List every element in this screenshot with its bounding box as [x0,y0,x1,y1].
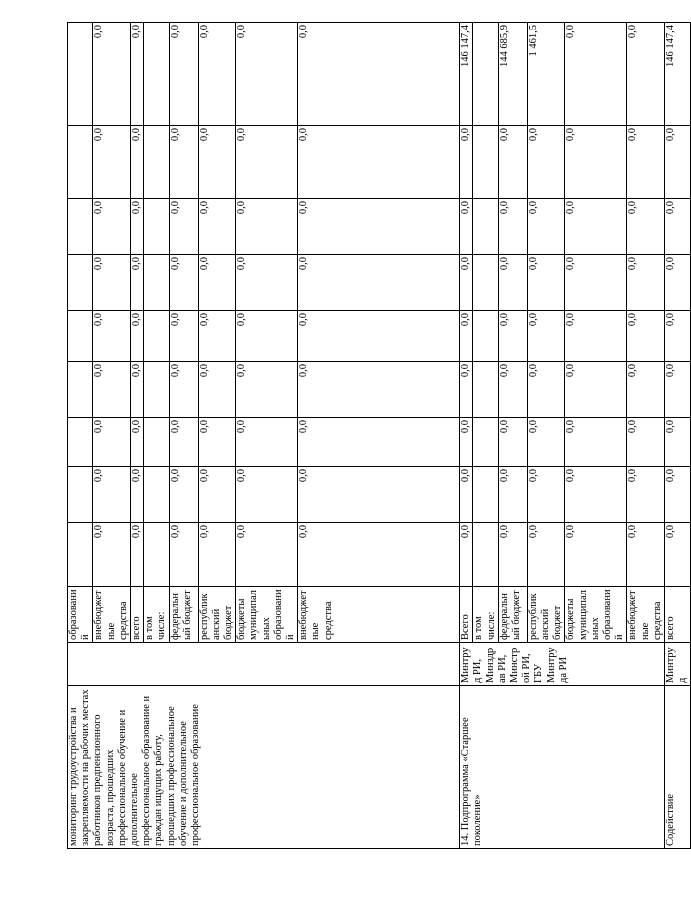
value-cell: 0,0 [498,126,527,199]
value-cell: 0,0 [498,255,527,311]
value-cell [473,199,498,255]
value-cell: 0,0 [236,362,298,418]
value-cell: 0,0 [169,467,198,523]
program-name-cell: мониторинг трудоустройства и закрепляемости на рабочих местах работников предпенсионного возраста, прошедших профессиональное обучение и дополнительное профессиональное образование и граждан ищущих работу, прошедших профессиональное обучение и дополнительное профессиональное образование [68,686,460,849]
funding-source-cell: Всего [460,587,473,643]
value-cell: 1 461,5 [527,23,565,126]
value-cell: 0,0 [236,467,298,523]
funding-source-cell: внебюджетные средства [298,587,460,643]
value-cell [144,126,169,199]
funding-source-cell: внебюджетные средства [93,587,131,643]
value-cell [473,467,498,523]
value-cell: 0,0 [460,362,473,418]
value-cell: 0,0 [527,362,565,418]
funding-source-cell: всего [665,587,690,643]
value-cell: 144 685,9 [498,23,527,126]
value-cell: 0,0 [198,23,236,126]
value-cell: 0,0 [236,255,298,311]
value-cell: 0,0 [498,467,527,523]
value-cell: 0,0 [131,199,144,255]
value-cell [473,311,498,362]
value-cell: 0,0 [460,255,473,311]
value-cell [144,255,169,311]
value-cell [473,362,498,418]
value-cell: 0,0 [627,126,665,199]
value-cell [68,199,93,255]
value-cell: 0,0 [298,23,460,126]
value-cell [473,255,498,311]
value-cell [144,199,169,255]
funding-source-cell: в том числе: [473,587,498,643]
value-cell: 0,0 [460,311,473,362]
value-cell: 0,0 [627,362,665,418]
value-cell [144,362,169,418]
value-cell: 0,0 [565,311,627,362]
executor-cell: Минтруд РИ, Минздрав РИ, Минстрой РИ, ГБУ Минтруда РИ [460,643,665,686]
value-cell: 0,0 [236,199,298,255]
value-cell: 0,0 [131,418,144,467]
value-cell [68,418,93,467]
value-cell: 0,0 [131,311,144,362]
value-cell: 0,0 [93,311,131,362]
value-cell: 0,0 [169,126,198,199]
value-cell: 0,0 [93,126,131,199]
value-cell [68,523,93,587]
funding-source-cell: республиканский бюджет [527,587,565,643]
value-cell: 0,0 [93,362,131,418]
value-cell: 0,0 [665,523,690,587]
value-cell: 0,0 [460,523,473,587]
value-cell: 0,0 [169,199,198,255]
value-cell: 0,0 [527,199,565,255]
value-cell: 0,0 [169,23,198,126]
funding-source-cell: федеральный бюджет [498,587,527,643]
value-cell: 0,0 [198,362,236,418]
table-row [460,23,473,849]
value-cell: 0,0 [298,255,460,311]
funding-source-cell: всего [131,587,144,643]
value-cell: 0,0 [93,199,131,255]
value-cell: 0,0 [93,23,131,126]
funding-source-cell: бюджеты муниципальных образований [565,587,627,643]
value-cell: 0,0 [460,467,473,523]
value-cell: 0,0 [627,255,665,311]
value-cell [473,523,498,587]
value-cell: 0,0 [298,418,460,467]
value-cell: 0,0 [169,523,198,587]
value-cell: 0,0 [236,126,298,199]
value-cell: 0,0 [498,362,527,418]
value-cell: 0,0 [169,418,198,467]
funding-source-cell: внебюджетные средства [627,587,665,643]
value-cell: 0,0 [565,126,627,199]
value-cell: 0,0 [627,311,665,362]
value-cell: 0,0 [527,255,565,311]
value-cell: 0,0 [198,467,236,523]
value-cell: 0,0 [198,255,236,311]
value-cell: 0,0 [198,126,236,199]
value-cell: 0,0 [665,126,690,199]
value-cell: 0,0 [131,467,144,523]
value-cell [68,362,93,418]
value-cell: 0,0 [131,523,144,587]
value-cell: 0,0 [498,418,527,467]
value-cell: 0,0 [665,362,690,418]
value-cell [473,418,498,467]
value-cell [68,467,93,523]
value-cell: 0,0 [198,311,236,362]
value-cell: 0,0 [93,255,131,311]
value-cell: 0,0 [236,523,298,587]
value-cell: 0,0 [565,23,627,126]
value-cell: 0,0 [298,523,460,587]
rotated-landscape-table [67,23,689,849]
value-cell: 0,0 [527,418,565,467]
value-cell: 0,0 [665,418,690,467]
value-cell: 0,0 [236,418,298,467]
value-cell: 0,0 [565,199,627,255]
value-cell: 0,0 [565,467,627,523]
value-cell: 0,0 [565,362,627,418]
value-cell: 0,0 [169,362,198,418]
value-cell: 0,0 [627,418,665,467]
value-cell: 0,0 [460,126,473,199]
value-cell: 0,0 [93,467,131,523]
funding-source-cell: образований [68,587,93,643]
value-cell: 0,0 [236,23,298,126]
value-cell: 0,0 [665,311,690,362]
executor-cell: Минтруд [665,643,690,686]
value-cell [144,418,169,467]
value-cell: 0,0 [93,418,131,467]
value-cell [68,255,93,311]
value-cell [68,126,93,199]
value-cell: 0,0 [527,311,565,362]
value-cell: 0,0 [460,418,473,467]
value-cell: 0,0 [565,523,627,587]
value-cell [68,23,93,126]
funding-source-cell: в том числе: [144,587,169,643]
value-cell: 0,0 [665,199,690,255]
value-cell: 0,0 [198,199,236,255]
value-cell [144,23,169,126]
value-cell: 0,0 [131,126,144,199]
executor-cell [68,643,460,686]
funding-source-cell: бюджеты муниципальных образований [236,587,298,643]
value-cell: 0,0 [169,311,198,362]
value-cell: 0,0 [198,523,236,587]
value-cell: 0,0 [298,126,460,199]
value-cell [473,126,498,199]
value-cell [144,523,169,587]
value-cell: 0,0 [131,362,144,418]
value-cell: 0,0 [131,23,144,126]
value-cell: 0,0 [498,199,527,255]
program-name-cell: Содействие [665,686,690,849]
value-cell: 0,0 [527,126,565,199]
funding-source-cell: федеральный бюджет [169,587,198,643]
program-name-cell: 14. Подпрограмма «Старшее поколение» [460,686,665,849]
value-cell: 0,0 [198,418,236,467]
value-cell: 0,0 [236,311,298,362]
value-cell: 146 147,4 [665,23,690,126]
value-cell [68,311,93,362]
value-cell: 0,0 [298,311,460,362]
value-cell: 0,0 [527,467,565,523]
value-cell: 0,0 [627,199,665,255]
value-cell: 0,0 [169,255,198,311]
value-cell: 0,0 [665,255,690,311]
funding-source-cell: республиканский бюджет [198,587,236,643]
value-cell [473,23,498,126]
value-cell: 0,0 [565,418,627,467]
table-row [68,23,93,849]
budget-table [67,22,691,849]
value-cell: 0,0 [498,523,527,587]
value-cell: 0,0 [131,255,144,311]
value-cell: 0,0 [298,199,460,255]
value-cell: 0,0 [93,523,131,587]
table-row [665,23,690,849]
value-cell: 0,0 [627,467,665,523]
value-cell: 0,0 [665,467,690,523]
value-cell: 0,0 [565,255,627,311]
value-cell: 0,0 [298,362,460,418]
value-cell: 0,0 [498,311,527,362]
value-cell [144,311,169,362]
value-cell: 0,0 [627,523,665,587]
value-cell [144,467,169,523]
value-cell: 0,0 [627,23,665,126]
value-cell: 146 147,4 [460,23,473,126]
value-cell: 0,0 [527,523,565,587]
value-cell: 0,0 [298,467,460,523]
value-cell: 0,0 [460,199,473,255]
